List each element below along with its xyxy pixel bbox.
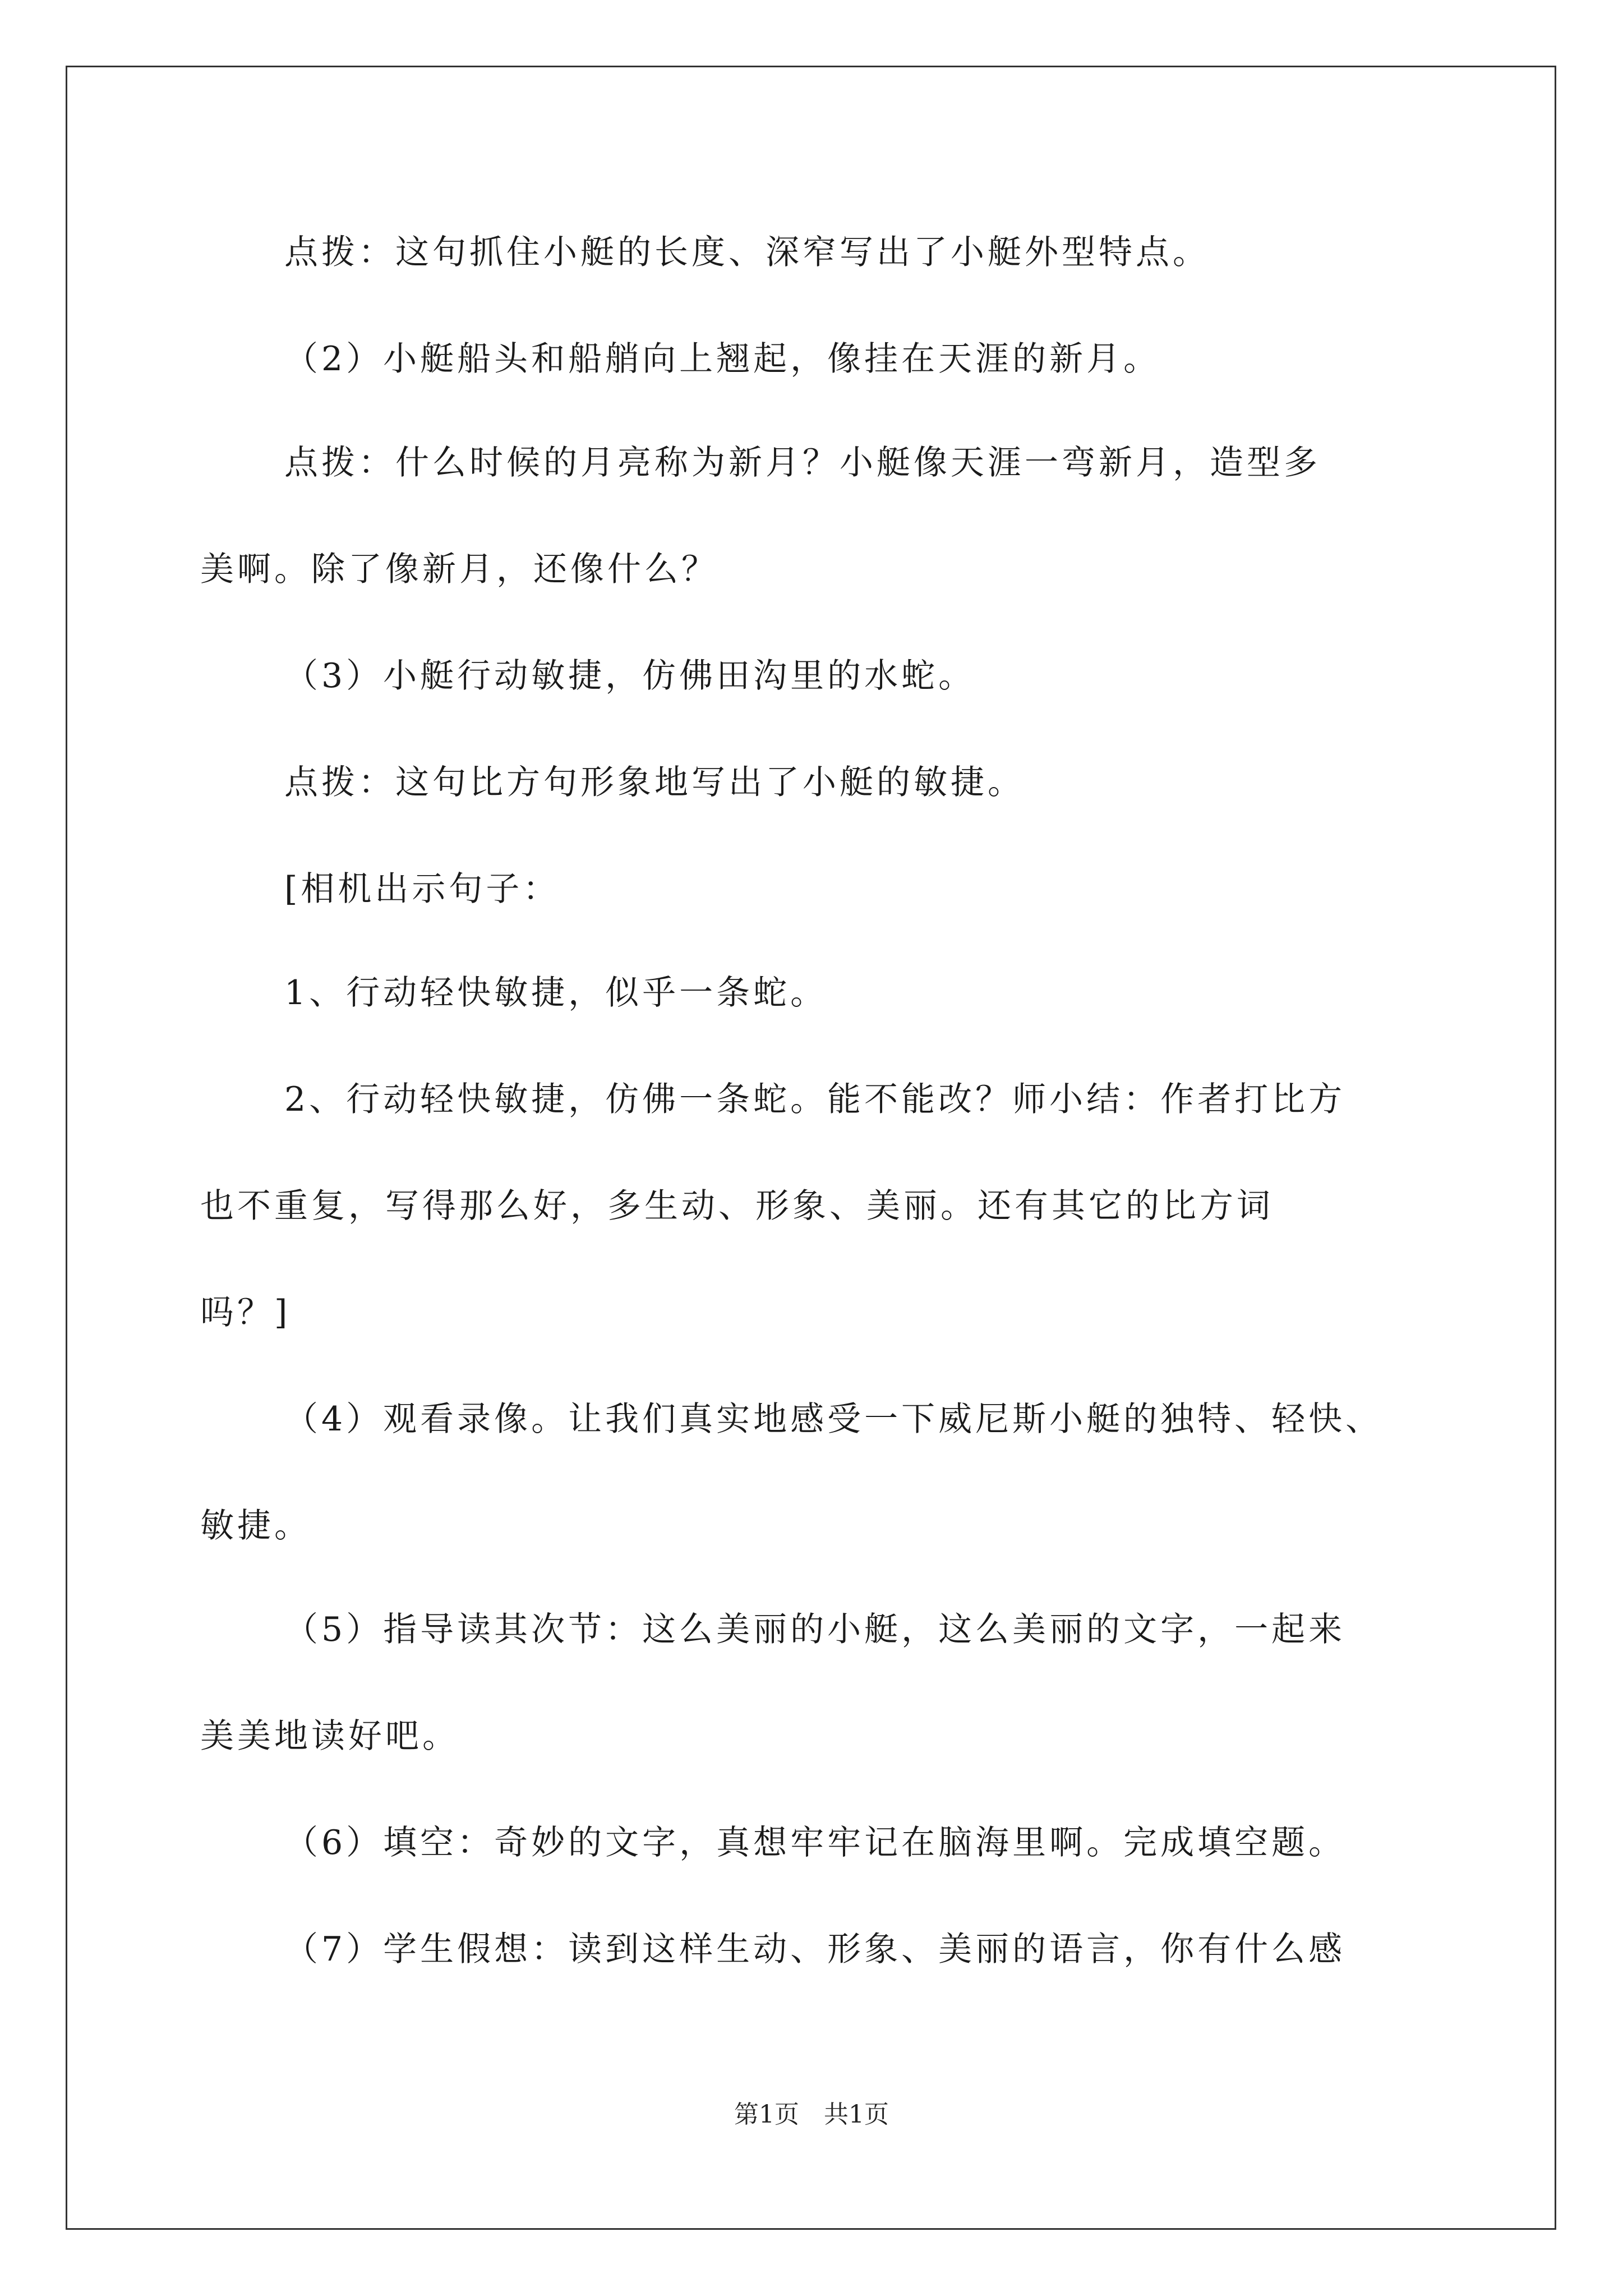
text-line: （4）观看录像。让我们真实地感受一下威尼斯小艇的独特、轻快、 — [284, 1400, 1383, 1439]
text-line: 点拨：这句比方句形象地写出了小艇的敏捷。 — [284, 763, 1025, 802]
text-line: 2、行动轻快敏捷，仿佛一条蛇。能不能改？师小结：作者打比方 — [284, 1080, 1346, 1119]
text-line: （3）小艇行动敏捷，仿佛田沟里的水蛇。 — [284, 656, 976, 696]
text-line: （7）学生假想：读到这样生动、形象、美丽的语言，你有什么感 — [284, 1930, 1346, 1969]
text-line: 1、行动轻快敏捷，似乎一条蛇。 — [284, 973, 828, 1013]
text-line: 吗？] — [200, 1293, 291, 1332]
text-line: 敏捷。 — [200, 1506, 311, 1545]
text-line: 也不重复，写得那么好，多生动、形象、美丽。还有其它的比方词 — [200, 1186, 1274, 1226]
text-line: （5）指导读其次节：这么美丽的小艇，这么美丽的文字，一起来 — [284, 1610, 1346, 1649]
page-border — [66, 66, 1556, 2230]
text-line: 点拨：这句抓住小艇的长度、深窄写出了小艇外型特点。 — [284, 233, 1210, 272]
text-line: （2）小艇船头和船艄向上翘起，像挂在天涯的新月。 — [284, 339, 1161, 379]
text-line: 点拨：什么时候的月亮称为新月？小艇像天涯一弯新月，造型多 — [284, 443, 1321, 482]
text-line: 美美地读好吧。 — [200, 1717, 459, 1756]
text-line: [相机出示句子： — [284, 869, 560, 909]
text-line: 美啊。除了像新月，还像什么？ — [200, 550, 718, 589]
page-footer: 第1页 共1页 — [734, 2100, 889, 2129]
text-line: （6）填空：奇妙的文字，真想牢牢记在脑海里啊。完成填空题。 — [284, 1823, 1346, 1862]
